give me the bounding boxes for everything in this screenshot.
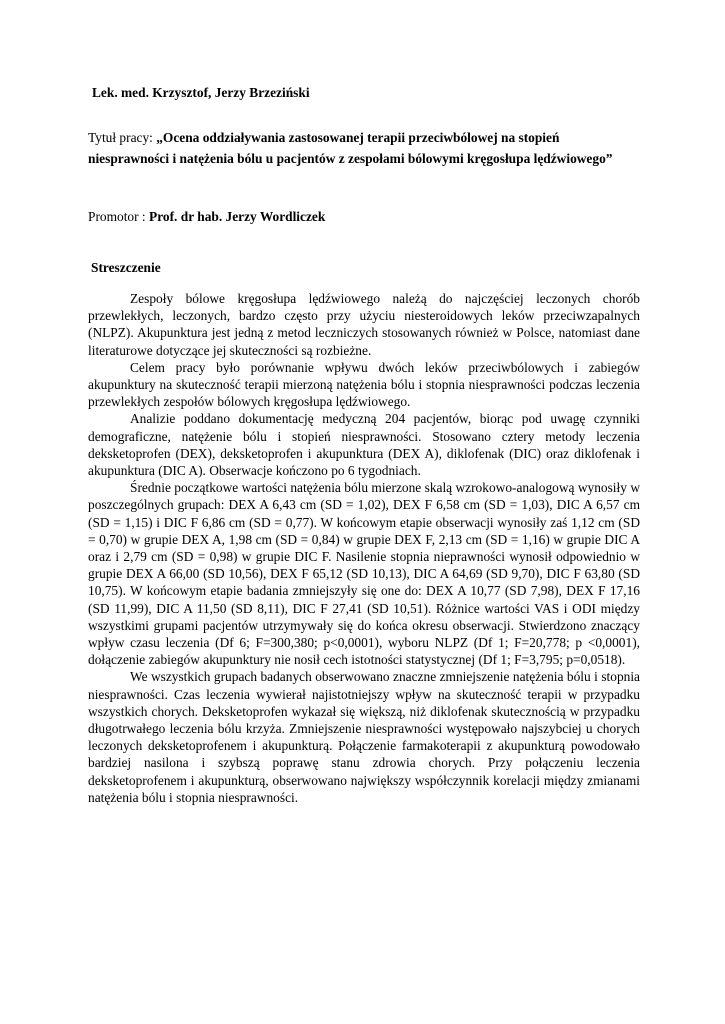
promotor-line: [88, 208, 325, 225]
thesis-title-line-1: [88, 129, 559, 146]
thesis-title-line-2: niesprawności i natężenia bólu u pacjentów z zespołami bólowymi kręgosłupa lędźwiowego”: [88, 151, 613, 166]
author-line: Lek. med. Krzysztof, Jerzy Brzeziński: [92, 85, 310, 100]
abstract-body: [88, 290, 640, 806]
abstract-paragraph-4: Średnie początkowe wartości natężenia bólu mierzone skalą wzrokowo-analogową wynosiły w poszczególnych grupach: DEX A 6,43 cm (SD = 1,02), DEX F 6,58 cm (SD = 1,03), DIC A 6,57 cm (SD = 1,15) i DIC F 6,86 cm (SD = 0,77). W końcowym etapie obserwacji wynosiły zaś 1,12 cm (SD = 0,70) w grupie DEX A, 1,98 cm (SD = 0,84) w grupie DEX F, 2,13 cm (SD = 1,16) w grupie DIC A oraz i 2,79 cm (SD = 0,98) w grupie DIC F. Nasilenie stopnia nieprawności wynosił odpowiednio w grupie DEX A 66,00 (SD 10,56), DEX F 65,12 (SD 10,13), DIC A 64,69 (SD 9,70), DIC F 63,80 (SD 10,75). W końcowym etapie badania zmniejszyły się one do: DEX A 10,77 (SD 7,98), DEX F 17,16 (SD 11,99), DIC A 11,50 (SD 8,11), DIC F 27,41 (SD 10,51). Różnice wartości VAS i ODI między wszystkimi grupami pacjentów utrzymywały się do końca okresu obserwacji. Stwierdzono znaczący wpływ czasu leczenia (Df 6; F=300,380; p<0,0001), wyboru NLPZ (Df 1; F=20,778; p <0,0001), dołączenie zabiegów akupunktury nie nosił cech istotności statystycznej (Df 1; F=3,795; p=0,0518).: [88, 480, 640, 668]
title-label: Tytuł pracy:: [88, 130, 157, 145]
abstract-paragraph-1: Zespoły bólowe kręgosłupa lędźwiowego należą do najczęściej leczonych chorób przewlekłych, leczonych, bardzo często przy użyciu niesteroidowych leków przeciwzapalnych (NLPZ). Akupunktura jest jedną z metod leczniczych stosowanych również w Polsce, natomiast dane literaturowe dotyczące jej skuteczności są rozbieżne.: [88, 291, 640, 358]
abstract-paragraph-2: Celem pracy było porównanie wpływu dwóch leków przeciwbólowych i zabiegów akupunktury na skuteczność terapii mierzoną natężenia bólu i stopnia niesprawności podczas leczenia przewlekłych zespołów bólowych kręgosłupa lędźwiowego.: [88, 359, 640, 410]
promotor-label: Promotor :: [88, 209, 150, 224]
abstract-paragraph-3: Analizie poddano dokumentację medyczną 204 pacjentów, biorąc pod uwagę czynniki demograficzne, natężenie bólu i stopień niesprawności. Stosowano cztery metody leczenia deksketoprofen (DEX), deksketoprofen i akupunktura (DEX A), diklofenak (DIC) oraz diklofenak i akupunktura (DIC A). Obserwacje kończono po 6 tygodniach.: [88, 411, 640, 479]
abstract-heading: Streszczenie: [91, 260, 161, 275]
promotor-name: Prof. dr hab. Jerzy Wordliczek: [149, 209, 326, 224]
thesis-title-part-1: „Ocena oddziaływania zastosowanej terapii przeciwbólowej na stopień: [156, 130, 560, 145]
abstract-paragraph-5: We wszystkich grupach badanych obserwowano znaczne zmniejszenie natężenia bólu i stopnia niesprawności. Czas leczenia wywierał najistotniejszy wpływ na skuteczność terapii w przypadku wszystkich chorych. Deksketoprofen wykazał się większą, niż diklofenak skutecznością w przypadku długotrwałego leczenia bólu krzyża. Zmniejszenie niesprawności występowało najszybciej u chorych leczonych deksketoprofenem i akupunkturą. Połączenie farmakoterapii z akupunkturą powodowało bardziej nasilona i szybszą poprawę stanu zdrowia chorych. Przy połączeniu leczenia deksketoprofenem i akupunkturą, obserwowano największy współczynnik korelacji między zmianami natężenia bólu i stopnia niesprawności.: [88, 669, 640, 805]
